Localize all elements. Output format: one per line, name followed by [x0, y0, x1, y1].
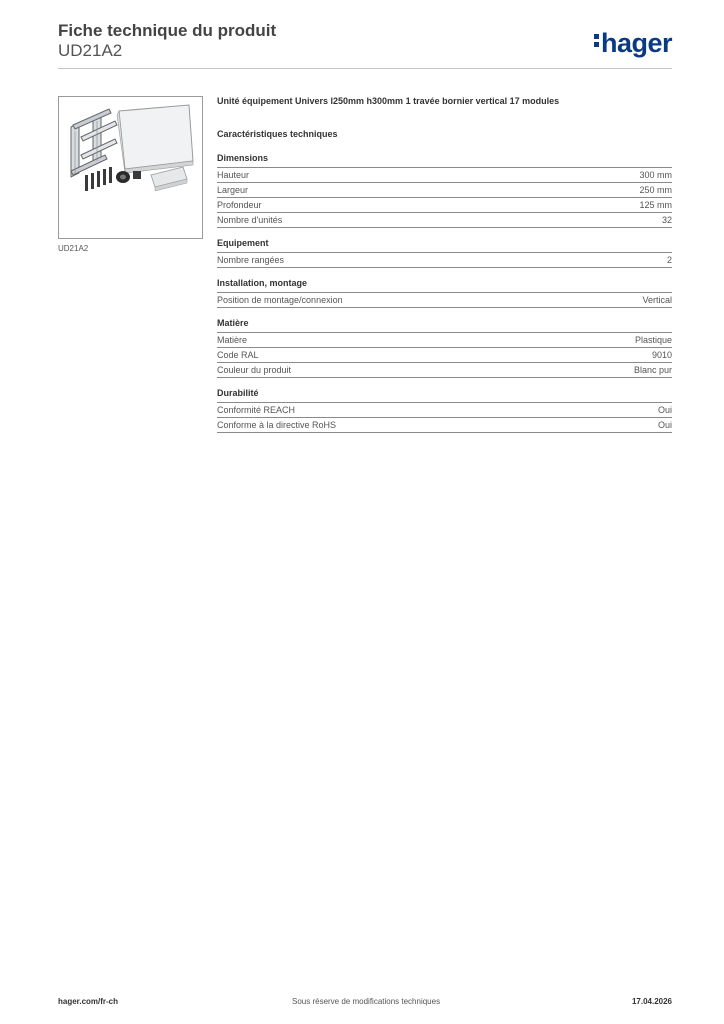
spec-group-equipement: [217, 238, 672, 268]
spec-row: [217, 333, 672, 348]
document-title: Fiche technique du produit: [58, 21, 277, 40]
page-header: [58, 20, 672, 70]
spec-value: 125 mm: [639, 200, 672, 210]
product-code: UD21A2: [58, 41, 123, 60]
logo-text: hager: [600, 28, 672, 58]
spec-group-matiere: [217, 318, 672, 378]
spec-label: Conformité REACH: [217, 405, 296, 415]
specs-heading: Caractéristiques techniques: [217, 129, 338, 139]
group-title: Durabilité: [217, 388, 672, 403]
spec-value: 2: [666, 255, 672, 265]
specifications-section: [217, 96, 672, 443]
spec-row: [217, 418, 672, 433]
spec-value: 9010: [651, 350, 672, 360]
group-title: Dimensions: [217, 153, 672, 168]
spec-label: Hauteur: [217, 170, 250, 180]
spec-label: Couleur du produit: [217, 365, 292, 375]
spec-label: Largeur: [217, 185, 249, 195]
footer-website-link[interactable]: hager.com/fr-ch: [58, 997, 119, 1006]
group-title: Equipement: [217, 238, 672, 253]
spec-value: Vertical: [642, 295, 672, 305]
spec-value: Oui: [657, 405, 672, 415]
header-divider: [58, 68, 672, 69]
spec-label: Nombre rangées: [217, 255, 285, 265]
product-description: Unité équipement Univers l250mm h300mm 1 travée bornier vertical 17 modules: [217, 96, 560, 106]
logo-dots-icon: [594, 31, 599, 50]
spec-value: Oui: [657, 420, 672, 430]
spec-value: Blanc pur: [633, 365, 672, 375]
spec-row: [217, 363, 672, 378]
spec-group-dimensions: [217, 153, 672, 228]
product-photo: [58, 96, 203, 239]
spec-value: 300 mm: [639, 170, 672, 180]
group-title: Matière: [217, 318, 672, 333]
footer-notice: Sous réserve de modifications techniques: [292, 997, 441, 1006]
group-title: Installation, montage: [217, 278, 672, 293]
spec-row: [217, 183, 672, 198]
spec-row: [217, 403, 672, 418]
spec-row: [217, 293, 672, 308]
spec-label: Nombre d'unités: [217, 215, 283, 225]
spec-value: 32: [661, 215, 672, 225]
hager-logo: [594, 30, 672, 56]
spec-row: [217, 253, 672, 268]
footer-date: 17.04.2026: [631, 997, 672, 1006]
photo-caption: UD21A2: [58, 244, 89, 253]
spec-value: Plastique: [634, 335, 672, 345]
spec-group-installation: [217, 278, 672, 308]
spec-row: [217, 213, 672, 228]
spec-row: [217, 348, 672, 363]
spec-label: Conforme à la directive RoHS: [217, 420, 337, 430]
spec-value: 250 mm: [639, 185, 672, 195]
spec-group-durabilite: [217, 388, 672, 433]
spec-label: Code RAL: [217, 350, 259, 360]
spec-row: [217, 198, 672, 213]
spec-label: Position de montage/connexion: [217, 295, 343, 305]
product-image-icon: [59, 97, 202, 238]
spec-label: Matière: [217, 335, 248, 345]
spec-label: Profondeur: [217, 200, 262, 210]
spec-row: [217, 168, 672, 183]
